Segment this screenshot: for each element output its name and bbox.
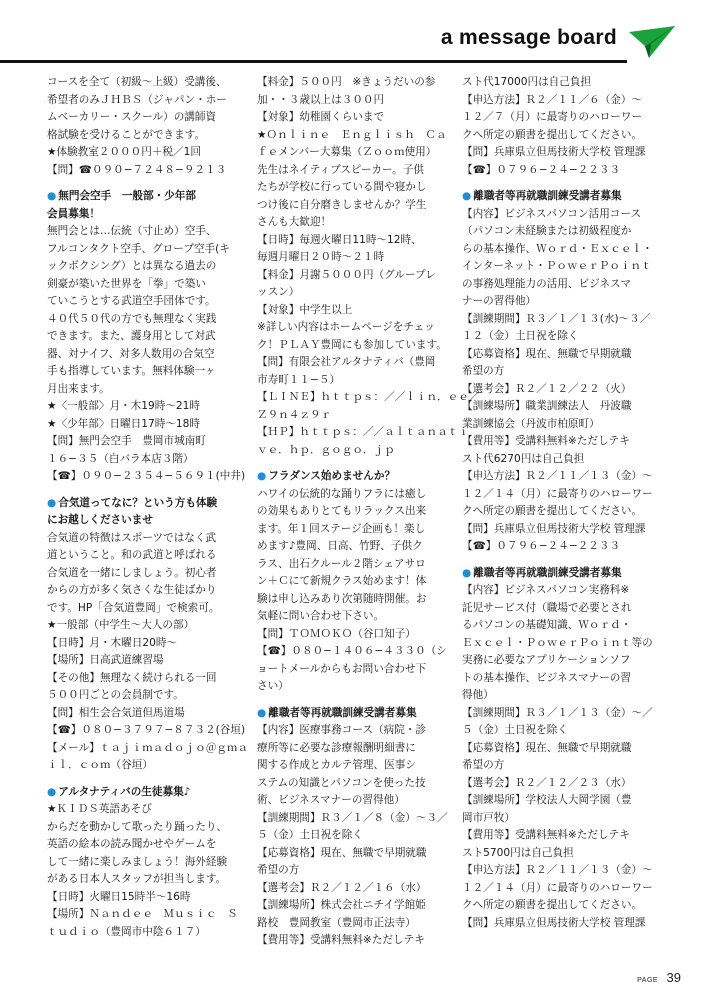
text-line: 【内容】医療事務コース（病院・診 <box>257 724 426 736</box>
text-line: 【選考会】Ｒ２／１２／２２（火） <box>462 382 632 395</box>
text-line: １６−３５（白バラ本店３階） <box>47 452 194 465</box>
text-line: ッスン） <box>257 286 300 298</box>
text-line: 【問】有限会社アルタナティバ（豊岡 <box>257 356 436 368</box>
text-line: トの基本操作、ビジネスマナーの習 <box>462 671 631 684</box>
text-line: めます♪豊岡、日高、竹野、子供ク <box>257 540 423 552</box>
text-line: 【選考会】Ｒ２／１２／２３（水） <box>462 776 632 789</box>
bullet-dot-icon: ● <box>257 470 267 482</box>
text-line: 路校 豊岡教室（豊岡市正法寺） <box>257 916 416 929</box>
text-line: 【訓練期間】Ｒ３／１／１３(水)〜３／ <box>462 312 651 325</box>
text-line: 【申込方法】Ｒ２／１１／６（金）〜 <box>462 93 643 106</box>
header-title: a message board <box>440 26 617 49</box>
text-line: 【問】相生会合気道但馬道場 <box>47 706 185 719</box>
text-line: 実務に必要なアプリケーションソフ <box>462 654 631 666</box>
text-line: 【問】ＴＯＭＯＫＯ（谷口知子） <box>257 627 416 640</box>
text-line: １２／１４（月）に最寄りのハローワー <box>462 881 653 894</box>
text-line: たちが学校に行っている間や寝かし <box>257 181 427 193</box>
text-line: ４０代５０代の方でも無理なく実践 <box>47 312 217 325</box>
text-line: （パソコン未経験または初級程度か <box>462 225 632 237</box>
page-number: 39 <box>666 970 681 985</box>
text-line: ｉｌ．ｃｏｍ（谷垣） <box>47 759 153 771</box>
text-line: 【費用等】受講料無料※ただしテキ <box>257 934 425 946</box>
text-line: 【場所】Ｎａｎｄｅｅ Ｍｕｓｉｃ Ｓ <box>47 908 238 920</box>
text-line: からだを動かして歌ったり踊ったり、 <box>47 820 228 833</box>
text-line: 市寿町１１−５） <box>257 373 341 386</box>
text-line: ステムの知識とパソコンを使った技 <box>257 776 426 789</box>
text-line: ます。年１回ステージ企画も！楽し <box>257 522 426 535</box>
text-line: 希望の方 <box>257 864 300 876</box>
text-line: 希望の方 <box>462 365 505 377</box>
heading-text: フラダンス始めませんか？ <box>268 470 396 482</box>
notice-heading <box>257 705 457 723</box>
text-line: 【問】兵庫県立但馬技術大学校 管理課 <box>462 522 646 535</box>
notice-heading <box>47 784 247 802</box>
text-line: 【応募資格】現在、無職で早期就職 <box>257 846 427 859</box>
text-line: 英語の絵本の読み聞かせやゲームを <box>47 838 217 850</box>
text-line: 【日時】火曜日15時半〜16時 <box>47 890 191 903</box>
heading-text: アルタナティバの生徒募集♪ <box>58 785 191 798</box>
bullet-dot-icon: ● <box>257 706 267 719</box>
text-line: 【応募資格】現在、無職で早期就職 <box>462 347 632 360</box>
notice-heading <box>462 188 662 206</box>
text-line: 【☎】０９０−２３５４−５６９１(中井) <box>47 470 246 482</box>
text-line: ｖｅ．ｈｐ．ｇｏｇｏ．ｊｐ <box>257 443 395 456</box>
column-1 <box>47 74 247 941</box>
text-line: らの基本操作、Ｗｏｒｄ・Ｅｘｃｅｌ・ <box>462 242 653 255</box>
text-line: ★Ｏｎｌｉｎｅ Ｅｎｇｌｉｓｈ Ｃａ <box>257 128 447 141</box>
text-line: 【対象】幼稚園くらいまで <box>257 111 385 123</box>
text-line: スト代6270円は自己負担 <box>462 452 585 465</box>
text-line: ｆｅメンバー大募集（Ｚｏｏｍ使用） <box>257 146 437 158</box>
text-line: 【ＬＩＮＥ】ｈｔｔｐｓ：／／ｌｉｎ．ｅｅ／ <box>257 391 480 403</box>
text-line: 関する作成とカルテ管理、医事シ <box>257 759 416 771</box>
notice-heading <box>462 565 662 583</box>
text-line: フルコンタクト空手、グローブ空手(キ <box>47 242 230 255</box>
text-line: 業訓練協会（丹波市柏原町） <box>462 417 600 430</box>
text-line: １２／７（月）に最寄りのハローワー <box>462 111 643 123</box>
text-line: からの方が多く気さくな生徒ばかり <box>47 584 217 596</box>
header-rule <box>0 60 627 63</box>
bullet-dot-icon: ● <box>462 566 472 579</box>
text-line: 【問】無門会空手 豊岡市城南町 <box>47 435 206 447</box>
text-line: 気軽に問い合わせ下さい。 <box>257 610 385 622</box>
text-line: がある日本人スタッフが担当します。 <box>47 873 227 885</box>
text-line: コースを全て（初級〜上級）受講後、 <box>47 76 227 88</box>
text-line: 【応募資格】現在、無職で早期就職 <box>462 741 632 754</box>
text-line: ムベーカリー・スクール）の講師資 <box>47 111 217 123</box>
text-line: ※詳しい内容はホームページをチェッ <box>257 321 435 333</box>
text-line: 【訓練場所】株式会社ニチイ学館姫 <box>257 899 426 911</box>
text-line: 【☎】０８０−１４０６−４３３０（シ <box>257 645 447 657</box>
text-line: さい） <box>257 680 289 692</box>
text-line: 【☎】０７９６−２４−２２３３ <box>462 163 621 176</box>
text-line: 得他） <box>462 689 494 701</box>
text-line: 【料金】５００円 ※きょうだいの参 <box>257 76 436 88</box>
text-line: つけ後に自分磨きしませんか？学生 <box>257 198 427 211</box>
text-line: ★〈少年部〉日曜日17時〜18時 <box>47 417 200 430</box>
text-line: 毎週月曜日２０時〜２１時 <box>257 251 385 263</box>
heading-text: 合気道ってなに？という方も体験 <box>58 496 218 509</box>
text-line: の事務処理能力の活用、ビジネスマ <box>462 277 631 290</box>
text-line: です。HP「合気道豊岡」で検索可。 <box>47 601 220 614</box>
text-line: 【申込方法】Ｒ２／１１／１３（金）〜 <box>462 864 653 876</box>
text-line: 【対象】中学生以上 <box>257 303 353 316</box>
notice-heading <box>47 495 247 513</box>
text-line: 剣豪が築いた世界を「拳」で築い <box>47 277 206 290</box>
text-line: スト代17000円は自己負担 <box>462 76 592 88</box>
text-line: 【日時】毎週火曜日11時〜12時、 <box>257 233 422 246</box>
text-line: ★〈一般部〉月・木19時〜21時 <box>47 400 200 412</box>
text-line: 【☎】０８０−３７９７−８７３２(谷垣) <box>47 724 246 736</box>
text-line: ックボクシング）とは異なる過去の <box>47 260 217 272</box>
text-line: 合気道の特徴はスポーツではなく武 <box>47 531 217 544</box>
text-line: Ｚ９ｎ４ｚ９ｒ <box>257 408 332 421</box>
page-label: PAGE <box>637 977 659 984</box>
text-line: 【費用等】受講料無料※ただしテキ <box>462 829 630 841</box>
text-line: ｔｕｄｉｏ（豊岡市中陰６１７） <box>47 925 206 938</box>
notice-heading <box>257 468 457 486</box>
text-line: ョートメールからもお問い合わせ下 <box>257 662 427 675</box>
notice-heading <box>47 188 247 206</box>
text-line: スト5700円は自己負担 <box>462 846 574 859</box>
text-line: して一緒に楽しみましょう！海外経験 <box>47 855 228 868</box>
text-line: 【費用等】受講料無料※ただしテキ <box>462 435 630 447</box>
text-line: 【その他】無理なく続けられる一回 <box>47 671 217 684</box>
text-line: にお越しくださいませ <box>47 514 153 526</box>
text-line: 【☎】０７９６−２４−２２３３ <box>462 540 621 552</box>
text-line: 希望の方 <box>462 759 505 771</box>
text-line: 【訓練場所】職業訓練法人 丹波職 <box>462 400 632 412</box>
heading-text: 離職者等再就職訓練受講者募集 <box>473 566 622 579</box>
column-3 <box>462 74 662 932</box>
text-line: 【問】兵庫県立但馬技術大学校 管理課 <box>462 916 646 929</box>
text-line: インターネット・ＰｏｗｅｒＰｏｉｎｔ <box>462 260 652 272</box>
text-line: ５００円ごとの会員制です。 <box>47 689 184 701</box>
text-line: 器、対ナイフ、対多人数用の合気空 <box>47 347 215 360</box>
text-line: 【メール】ｔａｊｉｍａｄｏｊｏ＠ｇｍａ <box>47 741 249 754</box>
text-line: できます。また、護身用として対武 <box>47 330 216 342</box>
text-line: 道ということ。和の武道と呼ばれる <box>47 549 217 561</box>
text-line: 【訓練期間】Ｒ３／１／８（金）〜３／ <box>257 811 448 824</box>
text-line: 会員募集！ <box>47 207 100 220</box>
text-line: 【料金】月謝５０００円（グループレ <box>257 268 436 281</box>
text-line: 格試験を受けることができます。 <box>47 128 206 141</box>
heading-text: 離職者等再就職訓練受講者募集 <box>473 190 622 202</box>
text-line: 月出来ます。 <box>47 382 110 395</box>
text-line: ５（金）土日祝を除く <box>257 829 363 841</box>
text-line: 岡市戸牧） <box>462 811 515 824</box>
bullet-dot-icon: ● <box>462 190 472 202</box>
bullet-dot-icon: ● <box>47 785 57 798</box>
text-line: 先生はネイティブスピーカー。子供 <box>257 163 424 176</box>
page-footer <box>637 969 681 987</box>
heading-text: 離職者等再就職訓練受講者募集 <box>268 706 417 719</box>
text-line: 【訓練場所】学校法人大岡学園（豊 <box>462 794 632 806</box>
text-line: 【ＨＰ】ｈｔｔｐｓ：／／ａｌｔａｎａｔｉ <box>257 426 469 438</box>
column-2 <box>257 74 480 950</box>
text-line: るパソコンの基礎知識、Ｗｏｒｄ・ <box>462 619 632 631</box>
text-line: ５（金）土日祝を除く <box>462 724 568 736</box>
text-line: ラス、出石クルール２階シェアサロ <box>257 557 426 570</box>
text-line: クへ所定の願書を提出してください。 <box>462 128 643 141</box>
text-line: ハワイの伝統的な踊りフラには癒し <box>257 487 427 500</box>
text-line: １２（金）土日祝を除く <box>462 330 579 342</box>
text-line: 合気道を一緒にしましょう。初心者 <box>47 566 217 579</box>
text-line: の効果もありとてもリラックス出来 <box>257 505 427 517</box>
text-line: 加・・３歳以上は３００円 <box>257 93 385 106</box>
text-line: 【訓練期間】Ｒ３／１／１３（金）〜／ <box>462 706 653 719</box>
text-line: クへ所定の願書を提出してください。 <box>462 899 643 911</box>
text-line: 【問】兵庫県立但馬技術大学校 管理課 <box>462 146 646 158</box>
text-line: 希望者のみＪＨＢＳ（ジャパン・ホー <box>47 93 227 106</box>
text-line: さんも大歓迎！ <box>257 216 332 228</box>
text-line: 【場所】日高武道練習場 <box>47 654 164 666</box>
bullet-dot-icon: ● <box>47 190 57 202</box>
page-header <box>0 24 705 64</box>
bullet-dot-icon: ● <box>47 496 57 509</box>
text-line: 術、ビジネスマナーの習得他） <box>257 794 405 806</box>
text-line: 【申込方法】Ｒ２／１１／１３（金）〜 <box>462 470 653 482</box>
text-line: 験は申し込みあり次第随時開催。お <box>257 592 427 605</box>
text-line: 手も指導しています。無料体験一ヶ <box>47 365 216 377</box>
text-line: 【日時】月・木曜日20時〜 <box>47 636 178 649</box>
text-line: ていこうとする武道空手団体です。 <box>47 295 216 307</box>
heading-text: 無門会空手 一般部・少年部 <box>58 190 196 202</box>
text-line: ★一般部（中学生〜大人の部） <box>47 619 195 631</box>
paper-plane-icon <box>627 24 677 60</box>
text-line: ★体験教室２０００円＋税／1回 <box>47 146 201 158</box>
text-line: １２／１４（月）に最寄りのハローワー <box>462 487 653 500</box>
text-line: ン＋Ｃにて新規クラス始めます！体 <box>257 575 427 587</box>
text-line: 【問】☎０９０−７２４８−９２１３ <box>47 163 227 176</box>
text-line: 療所等に必要な診療報酬明細書に <box>257 741 416 754</box>
text-line: 【内容】ビジネスパソコン活用コース <box>462 207 642 220</box>
text-line: 託児サービス付（職場で必要とされ <box>462 601 632 614</box>
text-line: ナーの習得他） <box>462 295 537 307</box>
text-line: 無門会とは…伝統（寸止め）空手、 <box>47 225 217 237</box>
text-line: クへ所定の願書を提出してください。 <box>462 505 643 517</box>
text-line: 【内容】ビジネスパソコン実務科※ <box>462 584 630 596</box>
text-line: Ｅｘｃｅｌ・ＰｏｗｅｒＰｏｉｎｔ等の <box>462 636 653 649</box>
text-line: 【選考会】Ｒ２／１２／１６（水） <box>257 881 427 894</box>
text-line: ク！ＰＬＡＹ豊岡にも参加しています。 <box>257 338 447 351</box>
text-line: ★ＫＩＤＳ英語あそび <box>47 803 152 815</box>
